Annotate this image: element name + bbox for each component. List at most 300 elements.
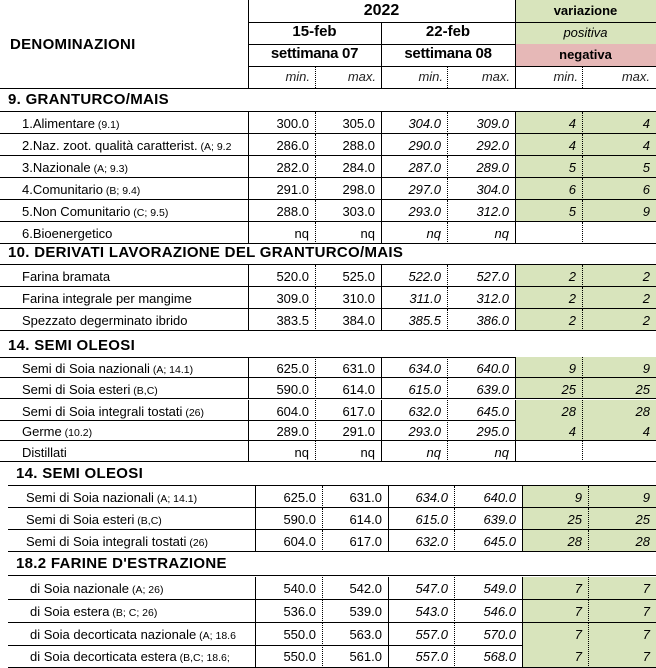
row-name: 6.Bioenergetico	[22, 226, 113, 241]
col-rule	[522, 530, 523, 552]
section-title: 14. SEMI OLEOSI	[8, 337, 136, 354]
min-label-1: min.	[285, 69, 310, 84]
cell-variation-min: 4	[568, 116, 576, 131]
col-rule	[381, 222, 382, 244]
row-label	[22, 291, 246, 306]
row-name: Semi di Soia nazionali	[26, 490, 154, 505]
cell-max-week07: 542.0	[349, 581, 382, 596]
cell-min-week07: 300.0	[276, 116, 309, 131]
cell-max-week07: 614.0	[342, 382, 375, 397]
col-dot-rule	[447, 441, 448, 462]
row-dot-rule	[8, 622, 255, 623]
col-dot-rule	[582, 441, 583, 462]
cell-variation-max: 9	[642, 361, 650, 376]
row-name: Semi di Soia integrali tostati	[22, 404, 183, 419]
variation-header: variazione	[553, 3, 618, 18]
cell-max-week08: 640.0	[476, 361, 509, 376]
col-rule	[248, 309, 249, 331]
cell-max-week07: 631.0	[342, 361, 375, 376]
row-name: Semi di Soia integrali tostati	[26, 534, 187, 549]
col-dot-rule	[582, 420, 583, 441]
year-header: 2022	[363, 2, 400, 19]
row-dot-rule	[8, 645, 255, 646]
col-dot-rule	[588, 486, 589, 508]
row-label	[22, 269, 246, 284]
col-rule	[522, 508, 523, 530]
cell-min-week08: 293.0	[408, 204, 441, 219]
row-name: 4.Comunitario	[22, 182, 103, 197]
col-dot-rule	[588, 645, 589, 668]
row-label	[22, 182, 246, 197]
row-name: Germe	[22, 424, 62, 439]
col-dot-rule	[588, 577, 589, 600]
cell-max-week07: 617.0	[349, 534, 382, 549]
row-reference: (26)	[186, 537, 209, 549]
col-rule	[381, 309, 382, 331]
section-rule	[8, 575, 656, 576]
cell-max-week08: 549.0	[483, 581, 516, 596]
cell-max-week08: 295.0	[476, 424, 509, 439]
cell-variation-max: 28	[635, 534, 650, 549]
col-rule	[381, 441, 382, 462]
row-name: Spezzato degerminato ibrido	[22, 313, 188, 328]
col-rule	[522, 645, 523, 668]
col-dot-rule	[582, 400, 583, 421]
col-dot-rule	[315, 420, 316, 441]
cell-variation-min: 2	[568, 313, 576, 328]
col-dot-rule	[322, 577, 323, 600]
row-reference: (A; 9.3)	[90, 163, 129, 175]
week-08-label: settimana 08	[404, 45, 492, 62]
col-rule	[248, 178, 249, 200]
cell-max-week07: 631.0	[349, 490, 382, 505]
row-dot-rule	[0, 286, 248, 287]
min-label-2: min.	[418, 69, 443, 84]
row-label	[22, 445, 246, 460]
row-reference: (10.2)	[61, 427, 93, 439]
col-dot-rule	[582, 200, 583, 222]
cell-max-week07: 298.0	[342, 182, 375, 197]
col-rule	[248, 357, 249, 378]
col-dot-rule	[447, 357, 448, 378]
row-label	[22, 116, 246, 131]
col-dot-rule	[315, 378, 316, 399]
cell-max-week08: 309.0	[476, 116, 509, 131]
cell-min-week07: 291.0	[276, 182, 309, 197]
cell-min-week07: nq	[294, 445, 309, 460]
cell-variation-min: 7	[574, 581, 582, 596]
row-dot-rule	[0, 461, 248, 462]
cell-variation-max: 2	[642, 291, 650, 306]
col-dot-rule	[315, 287, 316, 309]
col-dot-rule	[582, 134, 583, 156]
cell-variation-max: 2	[642, 313, 650, 328]
cell-min-week08: 311.0	[409, 291, 441, 306]
col-dot-rule	[447, 420, 448, 441]
cell-max-week07: 303.0	[342, 204, 375, 219]
col-rule	[381, 420, 382, 441]
col-dot-rule	[447, 265, 448, 287]
col-rule	[381, 178, 382, 200]
cell-min-week08: 297.0	[408, 182, 441, 197]
row-label	[26, 534, 253, 549]
row-dot-rule	[0, 221, 248, 222]
row-reference: (26)	[182, 407, 205, 419]
row-dot-rule	[0, 177, 248, 178]
cell-max-week07: 539.0	[349, 604, 382, 619]
col-dot-rule	[588, 530, 589, 552]
row-reference: (A; 26)	[129, 584, 164, 596]
row-label	[22, 204, 246, 219]
col-dot-rule	[454, 530, 455, 552]
cell-variation-max: 5	[642, 160, 650, 175]
denominazioni-header: DENOMINAZIONI	[10, 36, 136, 53]
col-rule	[515, 156, 516, 178]
col-dot-rule	[315, 200, 316, 222]
col-rule	[388, 530, 389, 552]
cell-variation-max: 25	[635, 512, 650, 527]
row-label	[22, 160, 246, 175]
cell-max-week07: 284.0	[342, 160, 375, 175]
cell-max-week08: 312.0	[476, 291, 509, 306]
cell-min-week08: 634.0	[408, 361, 441, 376]
cell-variation-max: 28	[635, 404, 650, 419]
col-dot-rule	[315, 222, 316, 244]
col-dot-rule	[315, 134, 316, 156]
max-label-var: max.	[621, 69, 650, 84]
row-label	[22, 382, 246, 397]
cell-min-week07: 520.0	[276, 269, 309, 284]
col-dot-rule	[447, 156, 448, 178]
col-dot-rule	[447, 222, 448, 244]
col-dot-rule	[454, 508, 455, 530]
col-dot-rule	[447, 134, 448, 156]
cell-variation-min: 2	[568, 291, 576, 306]
cell-variation-min: 2	[568, 269, 576, 284]
row-label	[30, 649, 253, 664]
col-rule	[381, 400, 382, 421]
col-rule	[248, 400, 249, 421]
col-rule	[381, 265, 382, 287]
col-rule	[515, 378, 516, 399]
col-rule	[388, 577, 389, 600]
col-rule	[248, 134, 249, 156]
row-name: Distillati	[22, 445, 67, 460]
cell-max-week07: nq	[360, 226, 375, 241]
col-dot-rule	[582, 178, 583, 200]
col-rule	[515, 222, 516, 244]
cell-variation-min: 4	[568, 424, 576, 439]
row-name: 2.Naz. zoot. qualità caratterist.	[22, 138, 198, 153]
col-rule	[522, 577, 523, 600]
cell-variation-max: 7	[642, 604, 650, 619]
cell-max-week08: 292.0	[476, 138, 509, 153]
cell-min-week07: 604.0	[283, 534, 316, 549]
col-dot-rule	[582, 222, 583, 244]
row-name: 5.Non Comunitario	[22, 204, 131, 219]
col-dot-rule	[447, 287, 448, 309]
cell-min-week08: 615.0	[415, 512, 448, 527]
col-dot-rule	[322, 486, 323, 508]
col-rule	[255, 577, 256, 600]
max-label-2: max.	[481, 69, 510, 84]
col-rule	[381, 156, 382, 178]
row-label	[30, 627, 253, 642]
row-reference: (B,C; 18.6;	[176, 652, 230, 664]
week-07-label: settimana 07	[270, 45, 359, 62]
col-rule	[248, 265, 249, 287]
col-rule	[255, 600, 256, 623]
col-dot-rule	[454, 645, 455, 668]
cell-min-week07: 289.0	[276, 424, 309, 439]
col-rule	[255, 645, 256, 668]
col-rule	[515, 441, 516, 462]
min-label-var: min.	[553, 69, 578, 84]
col-dot-rule	[447, 309, 448, 331]
col-dot-rule	[582, 287, 583, 309]
cell-min-week08: 615.0	[408, 382, 441, 397]
section-title: 9. GRANTURCO/MAIS	[8, 91, 169, 108]
cell-min-week08: 293.0	[408, 424, 441, 439]
col-rule	[515, 287, 516, 309]
max-label-1: max.	[347, 69, 376, 84]
row-dot-rule	[0, 377, 248, 378]
col-rule	[515, 265, 516, 287]
cell-min-week07: nq	[294, 226, 309, 241]
row-label	[26, 512, 253, 527]
row-dot-rule	[8, 507, 255, 508]
row-name: di Soia estera	[30, 604, 110, 619]
col-rule	[248, 420, 249, 441]
cell-min-week08: nq	[426, 226, 441, 241]
cell-min-week08: 547.0	[415, 581, 448, 596]
cell-variation-max: 7	[642, 627, 650, 642]
cell-variation-min: 7	[574, 649, 582, 664]
cell-min-week07: 286.0	[276, 138, 309, 153]
cell-min-week07: 282.0	[276, 160, 309, 175]
row-dot-rule	[8, 551, 255, 552]
row-dot-rule	[0, 199, 248, 200]
col-rule	[248, 287, 249, 309]
section-title: 14. SEMI OLEOSI	[16, 465, 144, 482]
col-dot-rule	[582, 309, 583, 331]
cell-max-week08: 639.0	[483, 512, 516, 527]
cell-min-week07: 625.0	[283, 490, 316, 505]
col-rule	[515, 400, 516, 421]
cell-min-week07: 309.0	[276, 291, 309, 306]
cell-max-week08: 312.0	[476, 204, 509, 219]
row-dot-rule	[0, 330, 248, 331]
section-title: 18.2 FARINE D'ESTRAZIONE	[16, 555, 227, 572]
cell-min-week07: 625.0	[276, 361, 309, 376]
col-rule	[248, 222, 249, 244]
row-dot-rule	[8, 599, 255, 600]
cell-variation-max: 7	[642, 649, 650, 664]
row-name: Semi di Soia esteri	[22, 382, 131, 397]
row-dot-rule	[0, 440, 248, 441]
cell-min-week08: 543.0	[415, 604, 448, 619]
row-dot-rule	[0, 398, 248, 399]
cell-min-week07: 383.5	[276, 313, 309, 328]
col-dot-rule	[588, 623, 589, 646]
col-rule	[248, 378, 249, 399]
cell-variation-min: 5	[568, 204, 576, 219]
negative-label: negativa	[559, 47, 612, 62]
cell-min-week08: 290.0	[408, 138, 441, 153]
cell-max-week08: 386.0	[476, 313, 509, 328]
cell-max-week08: 304.0	[476, 182, 509, 197]
cell-max-week08: 527.0	[476, 269, 509, 284]
col-dot-rule	[447, 178, 448, 200]
cell-variation-min: 4	[568, 138, 576, 153]
row-dot-rule	[0, 133, 248, 134]
cell-max-week07: 614.0	[349, 512, 382, 527]
cell-max-week08: 645.0	[483, 534, 516, 549]
row-reference: (B; 9.4)	[102, 185, 141, 197]
col-dot-rule	[454, 623, 455, 646]
cell-min-week08: 557.0	[415, 627, 448, 642]
col-dot-rule	[454, 600, 455, 623]
cell-max-week08: 568.0	[483, 649, 516, 664]
col-dot-rule	[315, 156, 316, 178]
cell-variation-min: 25	[561, 382, 576, 397]
row-reference: (A; 14.1)	[149, 364, 194, 376]
col-rule	[255, 623, 256, 646]
cell-min-week08: 557.0	[415, 649, 448, 664]
col-rule	[255, 530, 256, 552]
row-name: 1.Alimentare	[22, 116, 95, 131]
col-dot-rule	[322, 623, 323, 646]
cell-min-week07: 604.0	[276, 404, 309, 419]
col-rule	[522, 623, 523, 646]
cell-min-week08: 385.5	[408, 313, 441, 328]
cell-min-week08: 632.0	[415, 534, 448, 549]
col-dot-rule	[315, 357, 316, 378]
row-label	[22, 138, 246, 153]
date-week-07: 15-feb	[292, 23, 337, 40]
col-rule	[381, 287, 382, 309]
section-title: 10. DERIVATI LAVORAZIONE DEL GRANTURCO/MAIS	[8, 244, 404, 261]
cell-min-week07: 550.0	[283, 649, 316, 664]
cell-variation-max: 7	[642, 581, 650, 596]
cell-min-week08: 634.0	[415, 490, 448, 505]
row-name: di Soia nazionale	[30, 581, 130, 596]
cell-min-week07: 590.0	[283, 512, 316, 527]
cell-variation-max: 6	[642, 182, 650, 197]
col-dot-rule	[582, 357, 583, 378]
col-rule	[248, 200, 249, 222]
row-dot-rule	[8, 529, 255, 530]
cell-max-week07: 525.0	[342, 269, 375, 284]
cell-max-week08: 639.0	[476, 382, 509, 397]
date-week-08: 22-feb	[425, 23, 471, 40]
cell-variation-max: 4	[642, 138, 650, 153]
cell-min-week08: 304.0	[408, 116, 441, 131]
col-rule	[515, 178, 516, 200]
cell-min-week07: 550.0	[283, 627, 316, 642]
cell-variation-min: 28	[561, 404, 576, 419]
cell-min-week08: 522.0	[408, 269, 441, 284]
col-dot-rule	[447, 112, 448, 134]
cell-variation-max: 9	[642, 490, 650, 505]
row-label	[22, 226, 246, 241]
col-rule	[248, 441, 249, 462]
cell-min-week08: nq	[426, 445, 441, 460]
cell-min-week07: 540.0	[283, 581, 316, 596]
row-label	[22, 361, 246, 376]
col-rule	[248, 112, 249, 134]
cell-variation-max: 4	[642, 424, 650, 439]
row-dot-rule	[0, 420, 248, 421]
row-reference: (B,C)	[130, 385, 158, 397]
col-dot-rule	[454, 577, 455, 600]
row-name: Semi di Soia nazionali	[22, 361, 150, 376]
row-dot-rule	[0, 308, 248, 309]
row-name: di Soia decorticata estera	[30, 649, 177, 664]
cell-max-week07: 561.0	[349, 649, 382, 664]
col-rule	[388, 645, 389, 668]
col-dot-rule	[315, 400, 316, 421]
col-rule	[515, 309, 516, 331]
cell-variation-max: 25	[635, 382, 650, 397]
col-rule	[381, 112, 382, 134]
col-dot-rule	[322, 530, 323, 552]
row-label	[22, 313, 246, 328]
row-name: 3.Nazionale	[22, 160, 91, 175]
col-rule	[515, 357, 516, 378]
cell-max-week08: 570.0	[483, 627, 516, 642]
cell-variation-min: 6	[568, 182, 576, 197]
cell-max-week08: 640.0	[483, 490, 516, 505]
col-dot-rule	[447, 378, 448, 399]
cell-variation-min: 9	[574, 490, 582, 505]
col-rule	[255, 486, 256, 508]
col-dot-rule	[588, 600, 589, 623]
col-dot-rule	[315, 112, 316, 134]
row-reference: (A; 9.2	[197, 141, 232, 153]
col-rule	[515, 134, 516, 156]
cell-max-week07: nq	[360, 445, 375, 460]
cell-max-week07: 291.0	[342, 424, 375, 439]
col-rule	[388, 508, 389, 530]
cell-max-week07: 288.0	[342, 138, 375, 153]
row-name: Semi di Soia esteri	[26, 512, 135, 527]
col-dot-rule	[315, 441, 316, 462]
cell-min-week07: 590.0	[276, 382, 309, 397]
row-dot-rule	[0, 155, 248, 156]
cell-max-week07: 384.0	[342, 313, 375, 328]
col-dot-rule	[582, 112, 583, 134]
col-rule	[248, 156, 249, 178]
cell-max-week08: 645.0	[476, 404, 509, 419]
col-dot-rule	[582, 378, 583, 399]
col-rule	[381, 357, 382, 378]
col-dot-rule	[322, 508, 323, 530]
cell-variation-max: 4	[642, 116, 650, 131]
row-reference: (B; C; 26)	[109, 607, 158, 619]
positive-label: positiva	[563, 25, 608, 40]
row-label	[22, 424, 246, 439]
cell-variation-min: 7	[574, 604, 582, 619]
row-name: Farina bramata	[22, 269, 111, 284]
row-reference: (C; 9.5)	[130, 207, 169, 219]
cell-variation-min: 9	[568, 361, 576, 376]
row-label	[22, 404, 246, 419]
col-rule	[381, 200, 382, 222]
cell-max-week07: 617.0	[342, 404, 375, 419]
col-rule	[522, 486, 523, 508]
row-label	[30, 581, 253, 596]
